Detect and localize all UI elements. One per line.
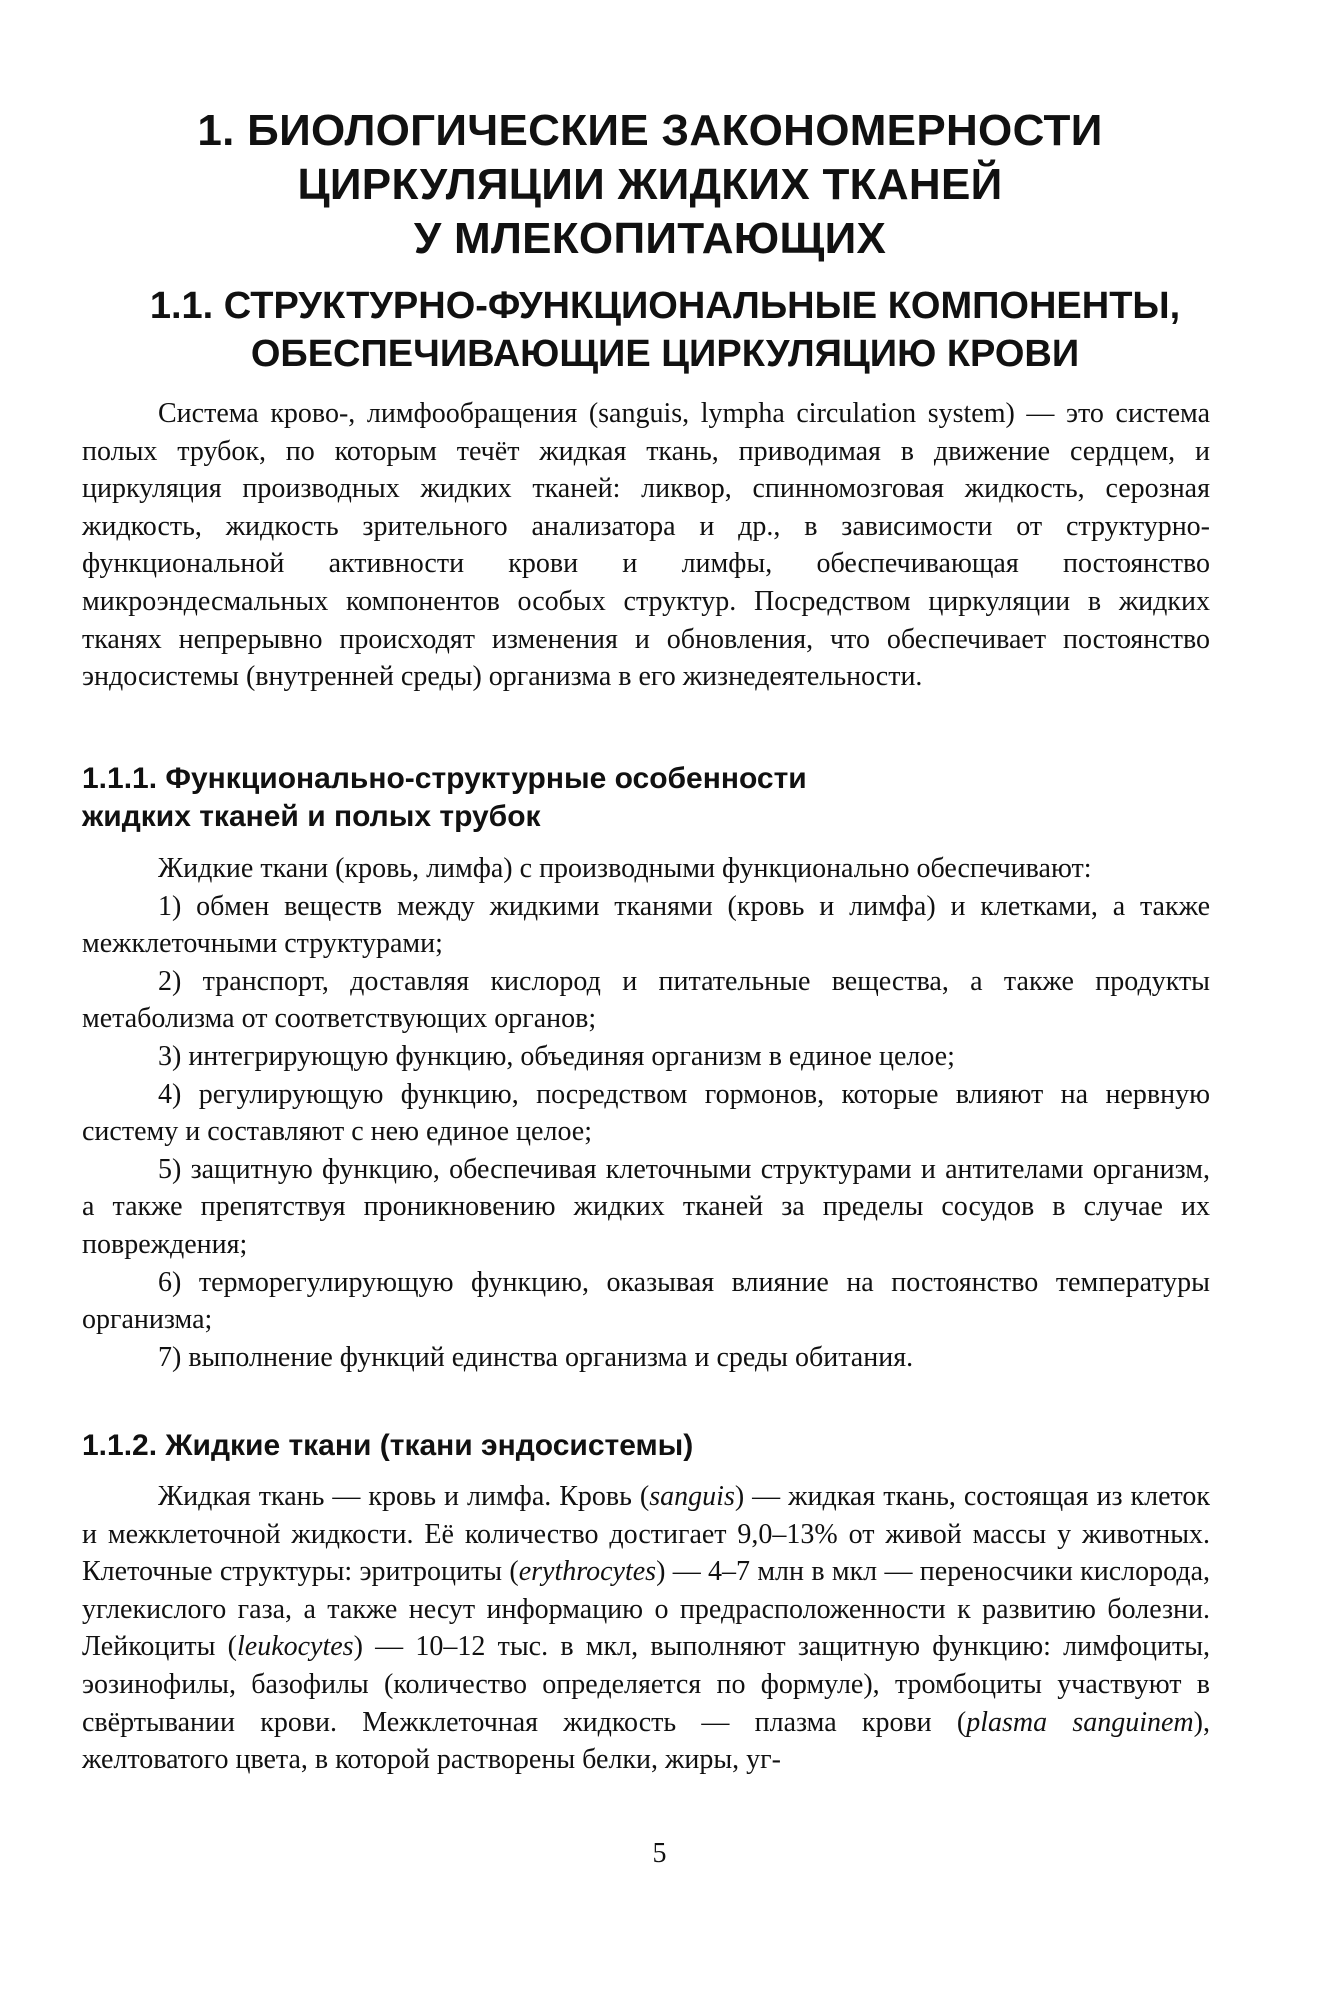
function-item-6: 6) терморегулирующую функцию, оказывая влияние на постоянство температуры организма; — [82, 1266, 1210, 1336]
function-item-7: 7) выполнение функций единства организма и среды обитания. — [158, 1341, 914, 1373]
function-item-5: 5) защитную функцию, обеспечивая клеточными структурами и антителами организм, а также препятствуя проникновению жидких тканей за пределы сосудов в случае их повреждения; — [82, 1153, 1210, 1260]
section-title-line-2: ОБЕСПЕЧИВАЮЩИЕ ЦИРКУЛЯЦИЮ КРОВИ — [250, 333, 1080, 375]
subsection-2-title: 1.1.2. Жидкие ткани (ткани эндосистемы) — [82, 1429, 694, 1462]
section-title — [110, 282, 1220, 378]
page-number: 5 — [652, 1838, 667, 1869]
term-erythrocytes: erythrocytes — [518, 1556, 657, 1588]
chapter-title — [150, 104, 1150, 266]
function-item-4: 4) регулирующую функцию, посредством гормонов, которые влияют на нервную систему и составляют с нею единое целое; — [82, 1078, 1210, 1148]
paragraph-text-e: ), желтоватого цвета, в которой растворены белки, жиры, уг- — [82, 1706, 1210, 1776]
subsection-1-body — [82, 850, 1210, 1376]
liquid-tissue-paragraph — [82, 1478, 1210, 1779]
subsection-1-title-line-1: 1.1.1. Функционально-структурные особенности — [82, 762, 807, 795]
chapter-title-line-2: ЦИРКУЛЯЦИИ ЖИДКИХ ТКАНЕЙ — [297, 160, 1003, 209]
section-title-line-1: 1.1. СТРУКТУРНО-ФУНКЦИОНАЛЬНЫЕ КОМПОНЕНТЫ, — [149, 285, 1181, 327]
intro-block — [82, 395, 1210, 696]
function-item-1: 1) обмен веществ между жидкими тканями (кровь и лимфа) и клетками, а также межклеточными структурами; — [82, 890, 1210, 960]
paragraph-text-d: ) — 10–12 тыс. в мкл, выполняют защитную функцию: лимфоциты, эозинофилы, базофилы (количество определяется по формуле), тромбоциты участвуют в свёртывании крови. Межклеточная жидкость — плазма крови ( — [82, 1631, 1211, 1738]
function-item-3: 3) интегрирующую функцию, объединяя организм в единое целое; — [158, 1040, 955, 1072]
paragraph-text-b: ) — жидкая ткань, состоящая из клеток и межклеточной жидкости. Её количество достигает 9,0–13% от живой массы у животных. Клеточные структуры: эритроциты ( — [82, 1481, 1211, 1588]
subsection-1-title-line-2: жидких тканей и полых трубок — [82, 800, 541, 833]
term-sanguis: sanguis — [649, 1481, 735, 1512]
function-item-2: 2) транспорт, доставляя кислород и питательные вещества, а также продукты метаболизма от соответствующих органов; — [82, 965, 1210, 1035]
term-leukocytes: leukocytes — [236, 1631, 354, 1663]
subsection-1-title — [82, 760, 807, 836]
paragraph-text-a: Жидкая ткань — кровь и лимфа. Кровь ( — [158, 1481, 650, 1512]
intro-paragraph: Система крово-, лимфообращения (sanguis, lympha circulation system) — это система полых трубок, по которым течёт жидкая ткань, приводимая в движение сердцем, и циркуляция производных жидких тканей: ликвор, спинномозговая жидкость, серозная жидкость, жидкость зрительного анализатора и др., в зависимости от структурно-функциональной активности крови и лимфы, обеспечивающая постоянство микроэндесмальных компонентов особых структур. Посредством циркуляции в жидких тканях непрерывно происходят изменения и обновления, что обеспечивает постоянство эндосистемы (внутренней среды) организма в его жизнедеятельности. — [82, 398, 1210, 693]
paragraph-text-c: ) — 4–7 млн в мкл — переносчики кислорода, углекислого газа, а также несут информацию о предрасположенности к развитию болезни. Лейкоциты ( — [82, 1556, 1210, 1663]
term-plasma-sanguinem: plasma sanguinem — [966, 1706, 1194, 1738]
chapter-title-line-3: У МЛЕКОПИТАЮЩИХ — [413, 214, 887, 263]
subsection-1-lead: Жидкие ткани (кровь, лимфа) с производными функционально обеспечивают: — [158, 853, 1092, 884]
subsection-2-body — [82, 1478, 1210, 1779]
chapter-title-line-1: 1. БИОЛОГИЧЕСКИЕ ЗАКОНОМЕРНОСТИ — [197, 106, 1103, 155]
